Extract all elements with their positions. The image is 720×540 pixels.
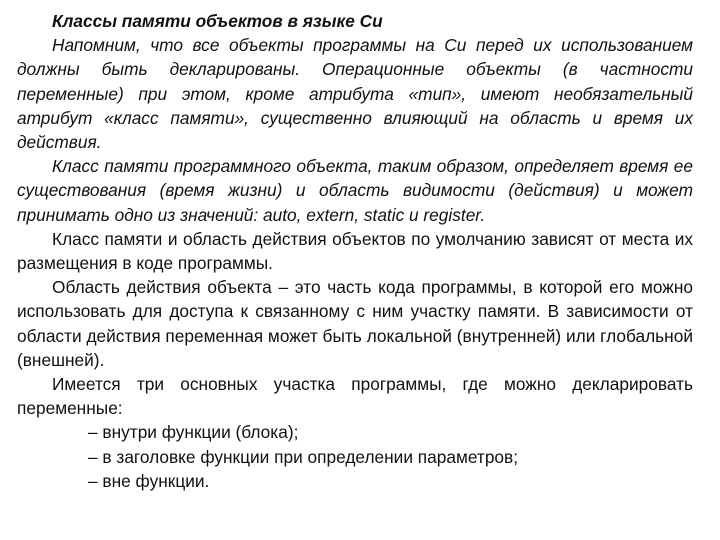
list-item: – вне функции. [88, 470, 210, 491]
document-body [17, 9, 693, 493]
list-item: – внутри функции (блока); [88, 422, 299, 443]
paragraph-program-areas: Имеется три основных участка программы, где можно декларировать переменные: [17, 374, 693, 419]
list-item: – в заголовке функции при определении параметров; [88, 446, 519, 467]
paragraph-scope: Область действия объекта – это часть кода программы, в которой его можно использовать для доступа к связанному с ним участку памяти. В зависимости от области действия переменная может быть локальной (внутренней) или глобальной (внешней). [17, 277, 693, 370]
paragraph-storage-class: Класс памяти программного объекта, таким образом, определяет время ее существования (время жизни) и область видимости (действия) и может принимать одно из значений: auto, extern, static и register. [17, 156, 693, 225]
program-areas-list [17, 420, 693, 493]
document-title: Классы памяти объектов в языке Си [52, 11, 383, 31]
paragraph-declaration: Напомним, что все объекты программы на Си перед их использованием должны быть декларированы. Операционные объекты (в частности переменные) при этом, кроме атрибута «тип», имеют необязательный атрибут «класс памяти», существенно влияющий на область и время их действия. [17, 35, 693, 153]
paragraph-default-class: Класс памяти и область действия объектов по умолчанию зависят от места их размещения в коде программы. [17, 228, 693, 274]
